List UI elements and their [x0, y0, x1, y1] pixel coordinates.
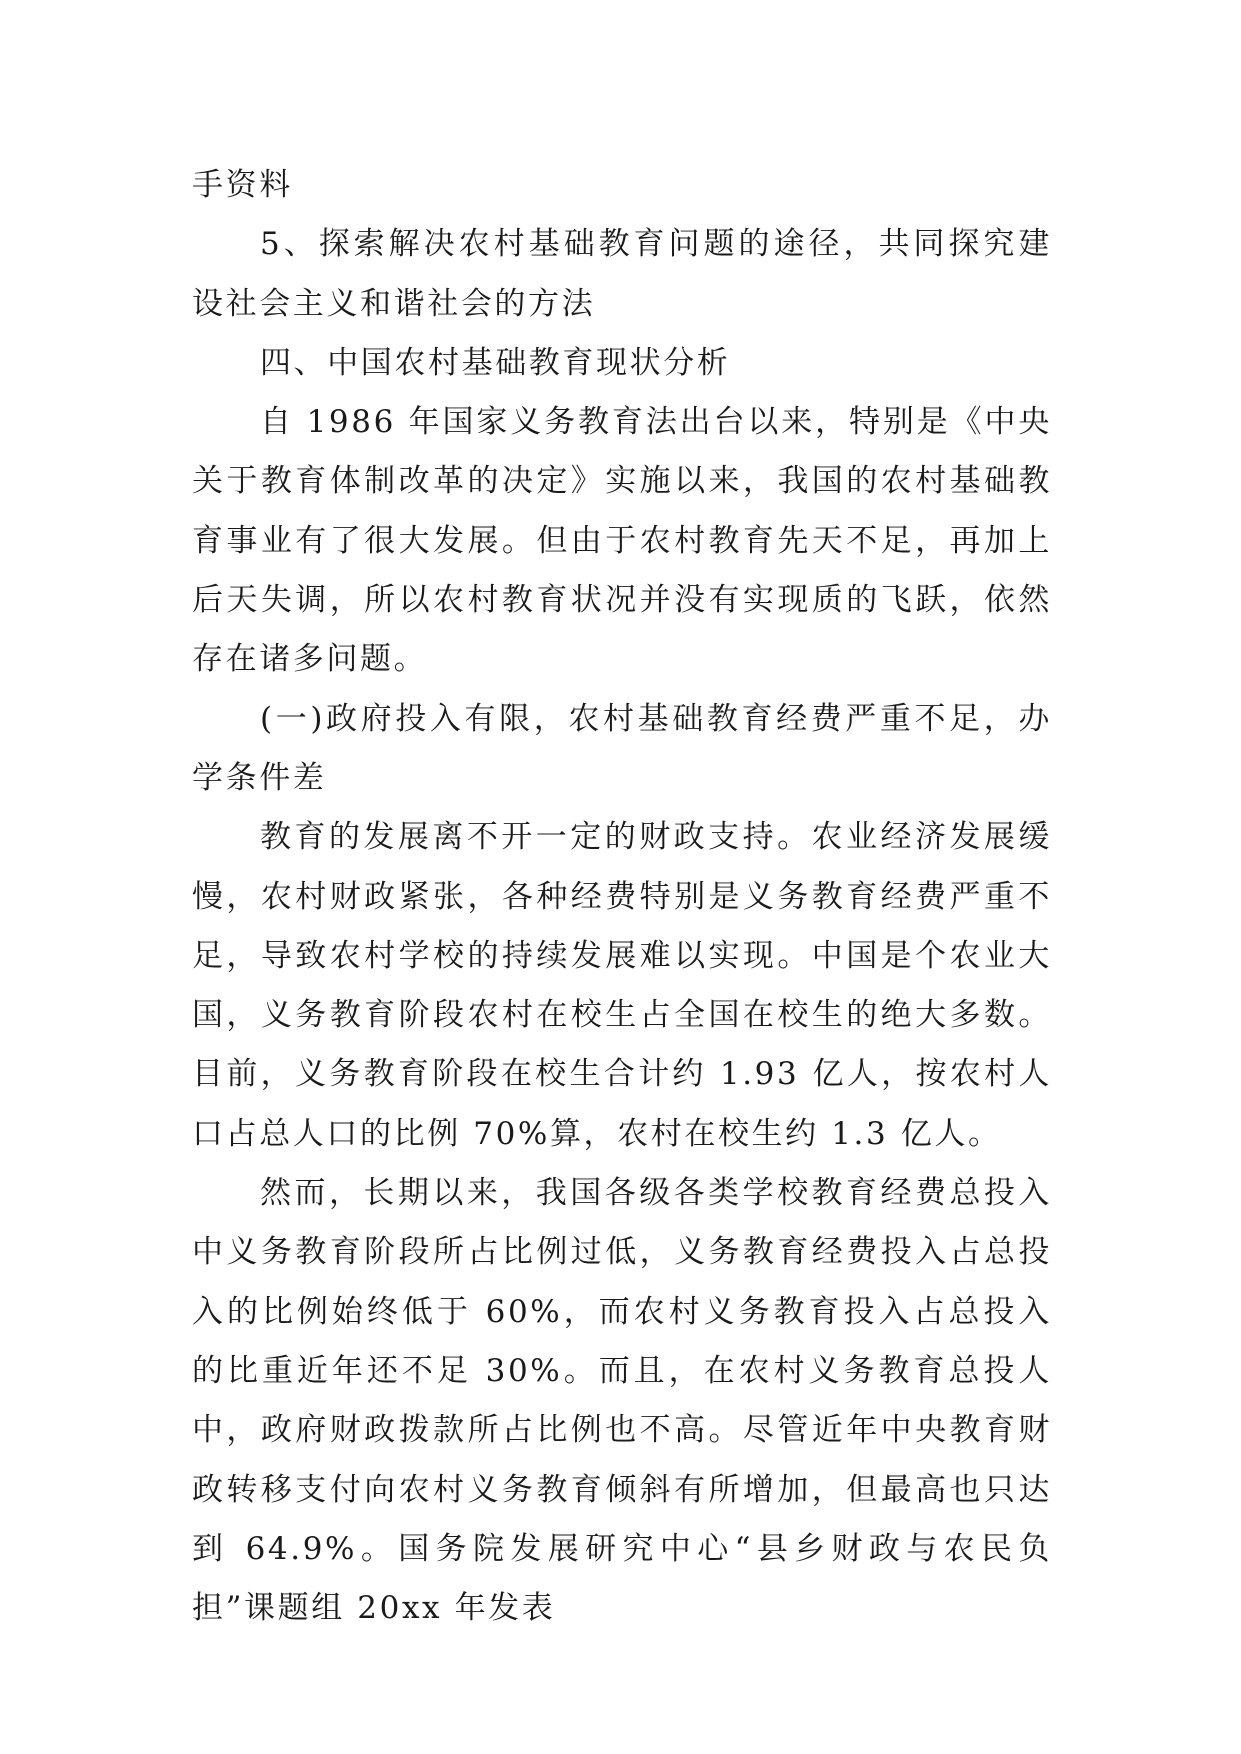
paragraph-intro: 自 1986 年国家义务教育法出台以来，特别是《中央关于教育体制改革的决定》实施以来，我国的农村基础教育事业有了很大发展。但由于农村教育先天不足，再加上后天失调，所以农村教育状况并没有实现质的飞跃，依然存在诸多问题。: [192, 404, 1052, 678]
document-body: [192, 156, 1052, 1638]
section-heading-4: 四、中国农村基础教育现状分析: [260, 344, 731, 381]
paragraph-list-item-5: 5、探索解决农村基础教育问题的途径，共同探究建设社会主义和谐社会的方法: [192, 226, 1052, 322]
paragraph-continuation: 手资料: [192, 167, 293, 203]
subsection-heading-1: (一)政府投入有限，农村基础教育经费严重不足，办学条件差: [192, 700, 1052, 796]
paragraph-funding: 教育的发展离不开一定的财政支持。农业经济发展缓慢，农村财政紧张，各种经费特别是义务教育经费严重不足，导致农村学校的持续发展难以实现。中国是个农业大国，义务教育阶段农村在校生占全国在校生的绝大多数。目前，义务教育阶段在校生合计约 1.93 亿人，按农村人口占总人口的比例 70%算，农村在校生约 1.3 亿人。: [192, 819, 1052, 1152]
paragraph-investment: 然而，长期以来，我国各级各类学校教育经费总投入中义务教育阶段所占比例过低，义务教育经费投入占总投入的比例始终低于 60%，而农村义务教育投入占总投入的比重近年还不足 30%。而且，在农村义务教育总投人中，政府财政拨款所占比例也不高。尽管近年中央教育财政转移支付向农村义务教育倾斜有所增加，但最高也只达到 64.9%。国务院发展研究中心“县乡财政与农民负担”课题组 20xx 年发表: [192, 1175, 1052, 1627]
